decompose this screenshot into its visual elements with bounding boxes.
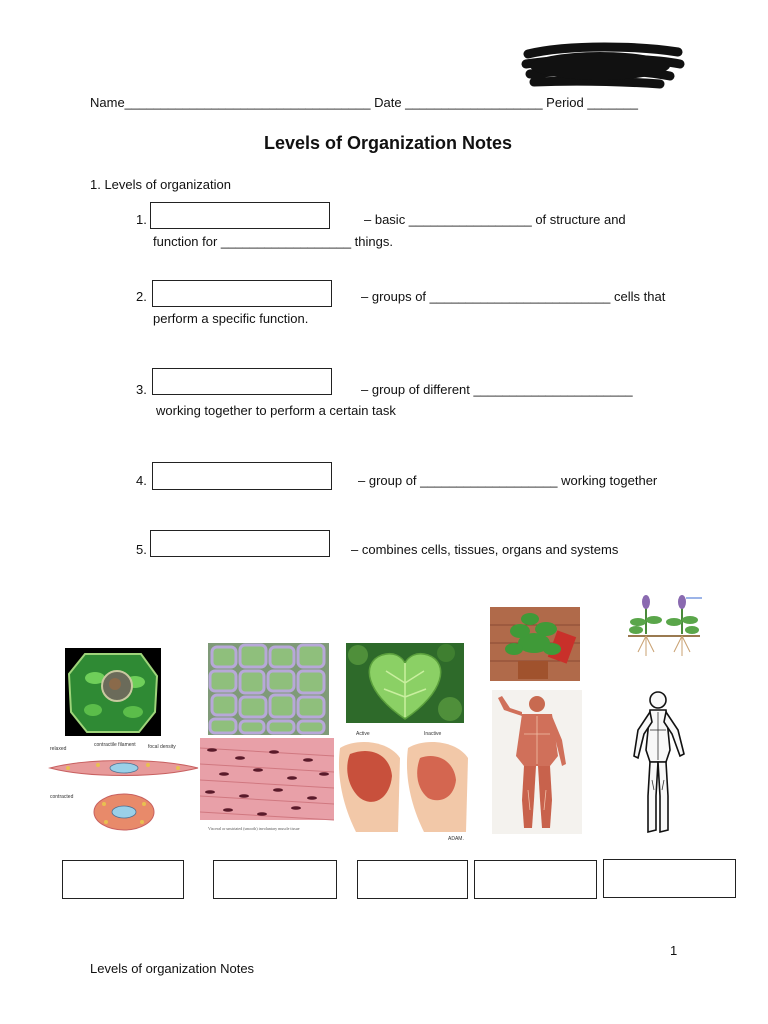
- item-3-answer-box[interactable]: [152, 368, 332, 395]
- item-4-answer-box[interactable]: [152, 462, 332, 490]
- plant-cell-image: [65, 648, 161, 736]
- item-5-answer-box[interactable]: [150, 530, 330, 557]
- item-4-number: 4.: [136, 473, 147, 488]
- human-organism-image: [628, 690, 688, 838]
- item-3-number: 3.: [136, 382, 147, 397]
- smooth-muscle-caption: Visceral or unstriated (smooth) involuntary muscle tissue: [208, 826, 300, 831]
- footer-text: Levels of organization Notes: [90, 961, 255, 976]
- redaction-mark: [520, 42, 685, 90]
- image-answer-box-5[interactable]: [603, 859, 736, 898]
- label-contractile-filament: contractile filament: [94, 742, 136, 748]
- label-inactive: Inactive: [424, 731, 442, 737]
- item-2-line1: – groups of _________________________ cells that: [361, 289, 666, 304]
- section-heading: 1. Levels of organization: [90, 177, 231, 192]
- item-1-number: 1.: [136, 212, 147, 227]
- label-active: Active: [356, 731, 370, 737]
- item-3-line2: working together to perform a certain task: [156, 403, 396, 418]
- item-1-answer-box[interactable]: [150, 202, 330, 229]
- item-5-line1: – combines cells, tissues, organs and systems: [351, 542, 619, 557]
- muscle-tissue-image: [200, 738, 334, 834]
- item-1-line2: function for __________________ things.: [153, 234, 393, 249]
- item-2-number: 2.: [136, 289, 147, 304]
- plant-tissue-image: [208, 643, 329, 735]
- image-answer-box-1[interactable]: [62, 860, 184, 899]
- page-number: 1: [670, 943, 678, 958]
- leaf-image: [346, 643, 464, 723]
- item-2-line2: perform a specific function.: [153, 311, 309, 326]
- potted-plant-image: [490, 607, 580, 681]
- image-answer-box-2[interactable]: [213, 860, 337, 899]
- item-3-line1: – group of different ______________________: [361, 382, 633, 397]
- item-1-line1: – basic _________________ of structure and: [364, 212, 626, 227]
- item-4-line1: – group of ___________________ working together: [358, 473, 658, 488]
- label-focal-density: focal density: [148, 744, 176, 750]
- name-date-period-line: Name__________________________________ Date ___________________ Period _______: [90, 95, 638, 110]
- page-title: Levels of Organization Notes: [264, 133, 513, 153]
- muscular-system-image: [492, 690, 582, 834]
- plant-organism-diagram: [624, 590, 704, 670]
- adam-credit: ADAM.: [448, 836, 464, 842]
- image-answer-box-4[interactable]: [474, 860, 597, 899]
- item-2-answer-box[interactable]: [152, 280, 332, 307]
- arm-muscle-image: [336, 728, 478, 842]
- label-contracted: contracted: [50, 794, 74, 800]
- image-answer-box-3[interactable]: [357, 860, 468, 899]
- label-relaxed: relaxed: [50, 746, 67, 752]
- muscle-cell-diagram: [48, 738, 200, 834]
- item-5-number: 5.: [136, 542, 147, 557]
